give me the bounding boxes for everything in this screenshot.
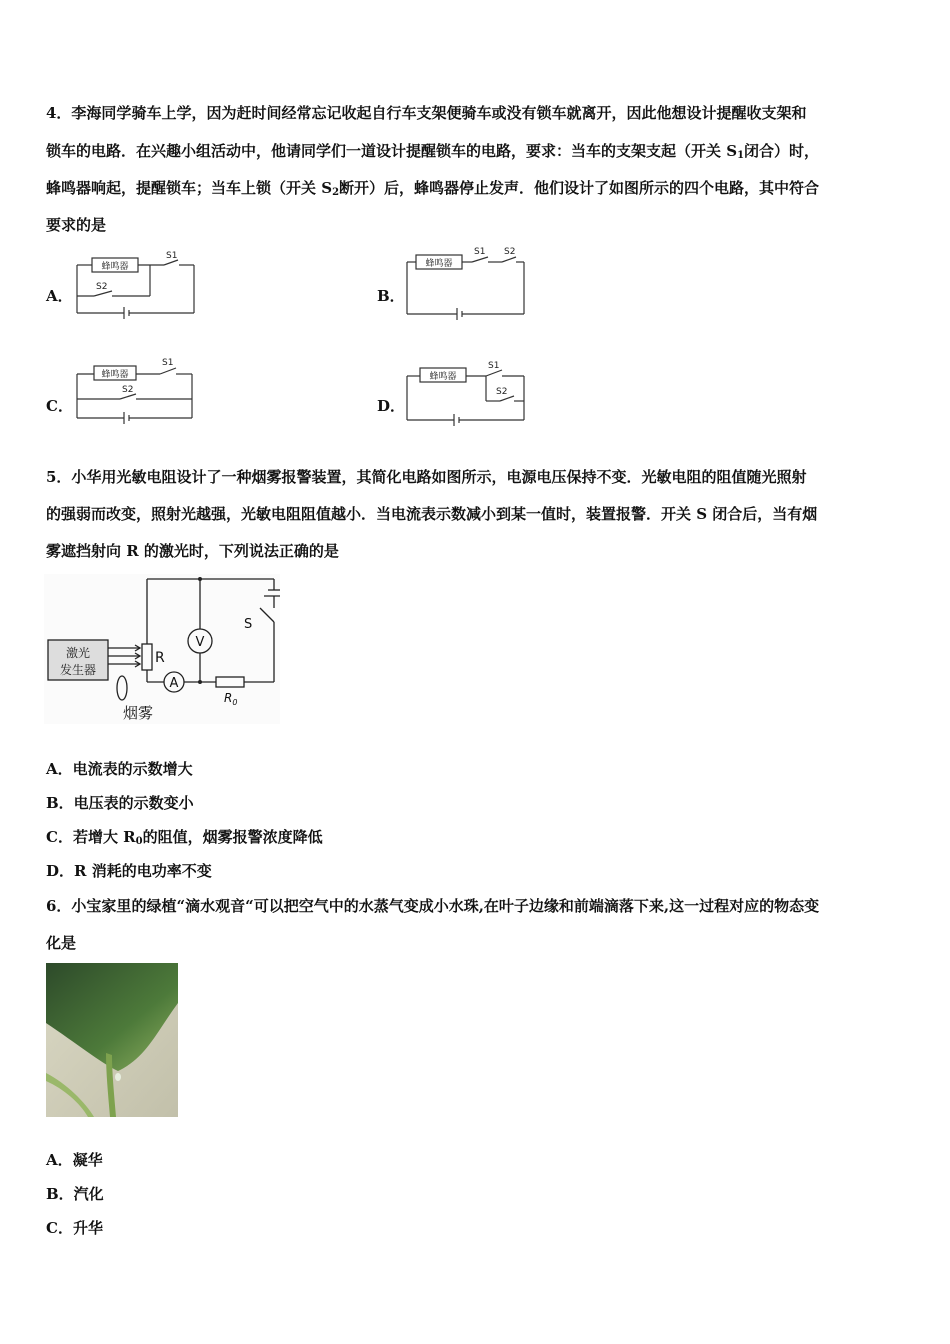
q5-laser-text-2: 发生器 (59, 663, 97, 677)
q4-line-2-a: 锁车的电路．在兴趣小组活动中，他请同学们一道设计提醒锁车的电路，要求：当车的支架支起（开关 S (46, 142, 738, 160)
q5-option-c[interactable] (46, 826, 323, 847)
q6-option-c[interactable]: C．升华 (46, 1219, 103, 1237)
q4-line-2 (46, 140, 819, 161)
q4-line-2-b: 闭合）时， (744, 142, 820, 160)
q4-option-d-label[interactable]: D． (377, 397, 406, 415)
q4-line-3-b: 断开）后，蜂鸣器停止发声．他们设计了如图所示的四个电路，其中符合 (339, 179, 820, 197)
q6-plant-photo (46, 963, 178, 1117)
q4-b-buzzer-text: 蜂鸣器 (425, 259, 453, 269)
q5-option-c-b: 的阻值，烟雾报警浓度降低 (142, 828, 323, 846)
q4-option-a-label[interactable]: A． (46, 287, 73, 305)
q6-line-1: 6．小宝家里的绿植“滴水观音“可以把空气中的水蒸气变成小水珠,在叶子边缘和前端滴落下来,这一过程对应的物态变 (46, 897, 820, 915)
q4-c-buzzer-text: 蜂鸣器 (101, 370, 129, 380)
q4-b-s2-text: S2 (504, 247, 516, 257)
q5-option-c-sub: 0 (135, 836, 143, 847)
q5-voltmeter-label: V (195, 635, 205, 650)
q5-r0-sub: 0 (232, 698, 238, 707)
q5-option-b[interactable]: B．电压表的示数变小 (46, 794, 194, 812)
q5-smoke-label: 烟雾 (122, 704, 154, 722)
q4-d-s2-text: S2 (496, 387, 508, 397)
q5-r-label: R (155, 650, 165, 666)
q4-line-2-sub: 1 (737, 150, 745, 161)
q4-circuit-c (72, 354, 202, 430)
q4-a-s1-text: S1 (166, 251, 178, 261)
q4-a-buzzer-text: 蜂鸣器 (101, 262, 129, 272)
q5-r0-main: R (224, 691, 233, 705)
q5-option-a[interactable]: A．电流表的示数增大 (46, 760, 193, 778)
q6-option-b[interactable]: B．汽化 (46, 1185, 104, 1203)
q4-line-3-sub: 2 (332, 187, 340, 198)
q5-option-c-a: C．若增大 R (46, 828, 136, 846)
q5-line-3: 雾遮挡射向 R 的激光时，下列说法正确的是 (46, 542, 339, 560)
q4-c-s1-text: S1 (162, 358, 174, 368)
q5-smoke-alarm-circuit (44, 574, 280, 724)
q4-option-c-label[interactable]: C． (46, 397, 73, 415)
q4-circuit-a (72, 248, 202, 320)
q6-line-2: 化是 (46, 934, 77, 952)
q4-line-3 (46, 177, 819, 198)
q5-line-2: 的强弱而改变，照射光越强，光敏电阻阻值越小．当电流表示数减小到某一值时，装置报警．开关 S 闭合后，当有烟 (46, 505, 818, 523)
q5-laser-text-1: 激光 (65, 646, 91, 660)
q4-c-s2-text: S2 (122, 385, 134, 395)
q5-option-d[interactable]: D．R 消耗的电功率不变 (46, 862, 212, 880)
q4-line-1: 4．李海同学骑车上学，因为赶时间经常忘记收起自行车支架便骑车或没有锁车就离开，因此他想设计提醒收支架和 (46, 104, 807, 122)
q4-a-s2-text: S2 (96, 282, 108, 292)
q4-b-s1-text: S1 (474, 247, 486, 257)
q4-circuit-b (402, 244, 532, 320)
q5-switch-label: S (244, 617, 253, 632)
q4-line-4: 要求的是 (46, 216, 107, 234)
q4-option-b-label[interactable]: B． (377, 287, 405, 305)
q4-circuit-d (402, 356, 532, 430)
q5-line-1: 5．小华用光敏电阻设计了一种烟雾报警装置，其简化电路如图所示，电源电压保持不变．光敏电阻的阻值随光照射 (46, 468, 807, 486)
q4-d-s1-text: S1 (488, 361, 500, 371)
q4-line-3-a: 蜂鸣器响起，提醒锁车；当车上锁（开关 S (46, 179, 333, 197)
q4-d-buzzer-text: 蜂鸣器 (429, 372, 457, 382)
q6-option-a[interactable]: A．凝华 (46, 1151, 103, 1169)
q5-ammeter-label: A (169, 676, 179, 691)
